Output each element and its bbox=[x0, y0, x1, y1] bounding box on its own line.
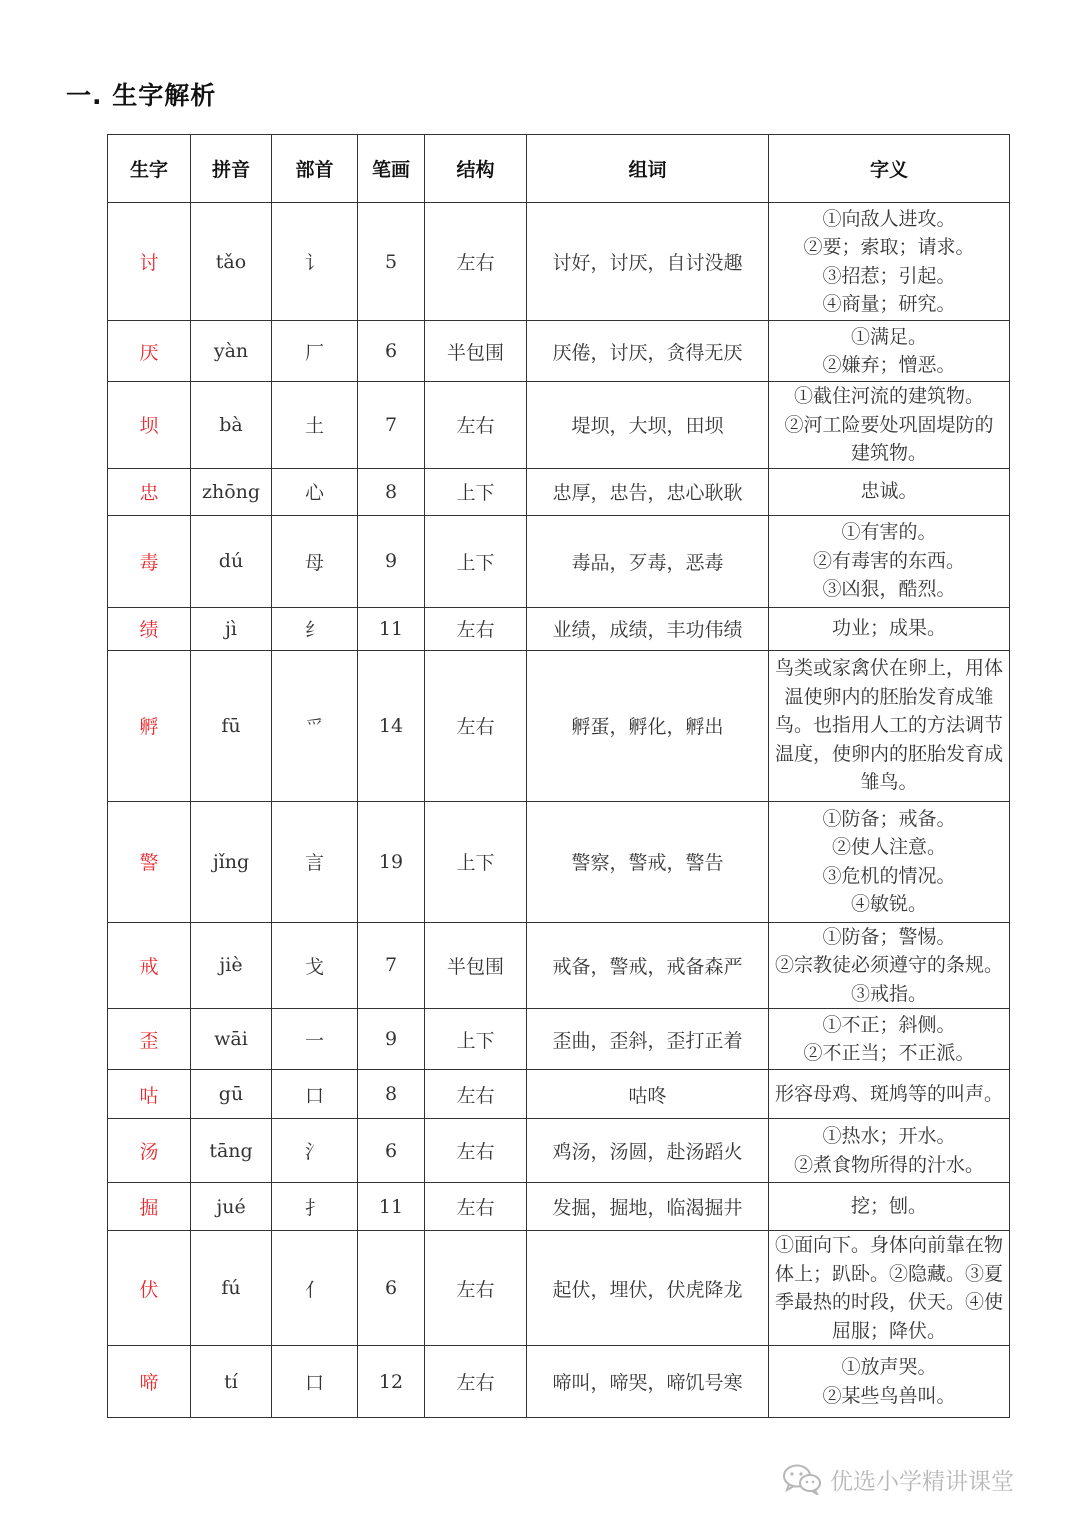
cell-structure: 上下 bbox=[425, 801, 527, 922]
cell-radical: 扌 bbox=[272, 1183, 358, 1231]
header-char: 生字 bbox=[108, 135, 191, 203]
watermark bbox=[782, 1461, 1014, 1497]
cell-pinyin: tǎo bbox=[191, 203, 272, 321]
cell-words: 业绩，成绩，丰功伟绩 bbox=[527, 607, 769, 650]
meaning-line: 温度，使卵内的胚胎发育成 bbox=[774, 742, 1003, 765]
cell-pinyin: tí bbox=[191, 1346, 272, 1418]
cell-strokes: 6 bbox=[358, 1119, 425, 1183]
cell-radical: 厂 bbox=[272, 321, 358, 382]
meaning-line: ②煮食物所得的汁水。 bbox=[793, 1153, 984, 1176]
cell-radical: 氵 bbox=[272, 1119, 358, 1183]
meaning-line: ①放声哭。 bbox=[841, 1356, 937, 1378]
meaning-line: ②有毒害的东西。 bbox=[812, 549, 965, 572]
cell-strokes: 6 bbox=[358, 321, 425, 382]
meaning-line: ①向敌人进攻。 bbox=[822, 207, 956, 230]
meaning-line: ①不正；斜侧。 bbox=[822, 1013, 956, 1036]
meaning-line: 形容母鸡、斑鸠等的叫声。 bbox=[774, 1082, 1003, 1105]
cell-pinyin: bà bbox=[191, 382, 272, 469]
cell-radical: 言 bbox=[272, 801, 358, 922]
header-strokes: 笔画 bbox=[358, 135, 425, 203]
cell-radical: 心 bbox=[272, 468, 358, 515]
cell-words: 发掘，掘地，临渴掘井 bbox=[527, 1183, 769, 1231]
table-row bbox=[108, 801, 1010, 922]
cell-strokes: 14 bbox=[358, 650, 425, 801]
cell-structure: 上下 bbox=[425, 1009, 527, 1070]
cell-char: 忠 bbox=[108, 468, 191, 515]
header-meaning: 字义 bbox=[769, 135, 1010, 203]
meaning-line: ①满足。 bbox=[850, 325, 927, 348]
cell-structure: 左右 bbox=[425, 1070, 527, 1119]
meaning-line: ④商量；研究。 bbox=[822, 293, 956, 315]
meaning-line: ②河工险要处巩固堤防的 bbox=[784, 413, 994, 436]
cell-structure: 半包围 bbox=[425, 922, 527, 1009]
meaning-line: 挖；刨。 bbox=[850, 1195, 927, 1218]
meaning-line: ①防备；警惕。 bbox=[822, 925, 956, 948]
cell-meaning bbox=[769, 922, 1010, 1009]
table-row bbox=[108, 203, 1010, 321]
table-row bbox=[108, 1183, 1010, 1231]
cell-words: 讨好，讨厌，自讨没趣 bbox=[527, 203, 769, 321]
cell-char: 掘 bbox=[108, 1183, 191, 1231]
meaning-line: ①面向下。身体向前靠在物 bbox=[774, 1234, 1003, 1256]
cell-meaning bbox=[769, 1346, 1010, 1418]
cell-meaning bbox=[769, 1119, 1010, 1183]
cell-radical: 母 bbox=[272, 515, 358, 607]
cell-meaning bbox=[769, 321, 1010, 382]
cell-structure: 左右 bbox=[425, 1231, 527, 1346]
table-row bbox=[108, 1346, 1010, 1418]
meaning-line: 鸟。也指用人工的方法调节 bbox=[774, 714, 1003, 737]
cell-words: 啼叫，啼哭，啼饥号寒 bbox=[527, 1346, 769, 1418]
header-structure: 结构 bbox=[425, 135, 527, 203]
cell-structure: 左右 bbox=[425, 203, 527, 321]
cell-meaning bbox=[769, 801, 1010, 922]
cell-char: 警 bbox=[108, 801, 191, 922]
cell-char: 啼 bbox=[108, 1346, 191, 1418]
cell-structure: 上下 bbox=[425, 515, 527, 607]
cell-radical: 一 bbox=[272, 1009, 358, 1070]
cell-strokes: 19 bbox=[358, 801, 425, 922]
cell-words: 毒品，歹毒，恶毒 bbox=[527, 515, 769, 607]
cell-words: 咕咚 bbox=[527, 1070, 769, 1119]
cell-meaning bbox=[769, 382, 1010, 469]
cell-strokes: 7 bbox=[358, 382, 425, 469]
table-row bbox=[108, 607, 1010, 650]
cell-structure: 左右 bbox=[425, 650, 527, 801]
cell-words: 鸡汤，汤圆，赴汤蹈火 bbox=[527, 1119, 769, 1183]
cell-radical: 戈 bbox=[272, 922, 358, 1009]
cell-char: 戒 bbox=[108, 922, 191, 1009]
table-row bbox=[108, 515, 1010, 607]
cell-meaning bbox=[769, 1070, 1010, 1119]
table-row bbox=[108, 321, 1010, 382]
cell-words: 孵蛋，孵化，孵出 bbox=[527, 650, 769, 801]
table-row bbox=[108, 1009, 1010, 1070]
cell-pinyin: zhōng bbox=[191, 468, 272, 515]
cell-char: 咕 bbox=[108, 1070, 191, 1119]
cell-radical: 土 bbox=[272, 382, 358, 469]
watermark-text: 优选小学精讲课堂 bbox=[830, 1468, 1014, 1495]
table-row bbox=[108, 1119, 1010, 1183]
meaning-line: ②某些鸟兽叫。 bbox=[822, 1384, 956, 1407]
section-title: 一. 生字解析 bbox=[66, 81, 217, 110]
cell-pinyin: jiè bbox=[191, 922, 272, 1009]
cell-pinyin: jǐng bbox=[191, 801, 272, 922]
cell-words: 起伏，埋伏，伏虎降龙 bbox=[527, 1231, 769, 1346]
cell-meaning bbox=[769, 607, 1010, 650]
cell-radical: 亻 bbox=[272, 1231, 358, 1346]
cell-structure: 上下 bbox=[425, 468, 527, 515]
meaning-line: ③凶狠，酷烈。 bbox=[822, 578, 956, 601]
meaning-line: ④敏锐。 bbox=[850, 893, 927, 915]
cell-words: 警察，警戒，警告 bbox=[527, 801, 769, 922]
meaning-line: ①防备；戒备。 bbox=[822, 807, 956, 830]
cell-radical: 讠 bbox=[272, 203, 358, 321]
meaning-line: 忠诚。 bbox=[860, 480, 918, 503]
cell-pinyin: tāng bbox=[191, 1119, 272, 1183]
meaning-line: ②使人注意。 bbox=[831, 836, 946, 858]
meaning-line: 季最热的时段，伏天。④使 bbox=[774, 1291, 1003, 1313]
header-pinyin: 拼音 bbox=[191, 135, 272, 203]
cell-radical: 爫 bbox=[272, 650, 358, 801]
cell-meaning bbox=[769, 468, 1010, 515]
header-radical: 部首 bbox=[272, 135, 358, 203]
cell-char: 绩 bbox=[108, 607, 191, 650]
cell-pinyin: dú bbox=[191, 515, 272, 607]
cell-words: 戒备，警戒，戒备森严 bbox=[527, 922, 769, 1009]
cell-structure: 左右 bbox=[425, 1183, 527, 1231]
cell-words: 堤坝，大坝，田坝 bbox=[527, 382, 769, 469]
table-header-row bbox=[108, 135, 1010, 203]
cell-strokes: 8 bbox=[358, 468, 425, 515]
cell-meaning bbox=[769, 203, 1010, 321]
cell-char: 汤 bbox=[108, 1119, 191, 1183]
cell-char: 厌 bbox=[108, 321, 191, 382]
cell-char: 讨 bbox=[108, 203, 191, 321]
meaning-line: 屈服；降伏。 bbox=[831, 1319, 946, 1342]
meaning-line: 体上；趴卧。②隐藏。③夏 bbox=[774, 1262, 1003, 1285]
cell-strokes: 6 bbox=[358, 1231, 425, 1346]
meaning-line: 温使卵内的胚胎发育成雏 bbox=[784, 685, 994, 708]
cell-char: 毒 bbox=[108, 515, 191, 607]
table-row bbox=[108, 1070, 1010, 1119]
meaning-line: 建筑物。 bbox=[850, 442, 927, 464]
meaning-line: ③招惹；引起。 bbox=[822, 264, 956, 287]
cell-structure: 左右 bbox=[425, 1346, 527, 1418]
meaning-line: 雏鸟。 bbox=[860, 771, 918, 794]
meaning-line: ②嫌弃；憎恶。 bbox=[822, 354, 956, 376]
character-table bbox=[107, 134, 1010, 1418]
meaning-line: ③戒指。 bbox=[850, 982, 927, 1005]
cell-strokes: 11 bbox=[358, 1183, 425, 1231]
cell-char: 孵 bbox=[108, 650, 191, 801]
cell-strokes: 9 bbox=[358, 515, 425, 607]
cell-strokes: 12 bbox=[358, 1346, 425, 1418]
cell-char: 歪 bbox=[108, 1009, 191, 1070]
cell-pinyin: yàn bbox=[191, 321, 272, 382]
cell-meaning bbox=[769, 515, 1010, 607]
cell-pinyin: gū bbox=[191, 1070, 272, 1119]
meaning-line: ②不正当；不正派。 bbox=[803, 1042, 975, 1064]
cell-radical: 纟 bbox=[272, 607, 358, 650]
header-words: 组词 bbox=[527, 135, 769, 203]
cell-radical: 口 bbox=[272, 1346, 358, 1418]
cell-pinyin: jué bbox=[191, 1183, 272, 1231]
cell-structure: 半包围 bbox=[425, 321, 527, 382]
cell-strokes: 8 bbox=[358, 1070, 425, 1119]
table-row bbox=[108, 922, 1010, 1009]
meaning-line: ①截住河流的建筑物。 bbox=[793, 385, 984, 407]
meaning-line: ①热水；开水。 bbox=[822, 1125, 956, 1147]
meaning-line: ②要；索取；请求。 bbox=[803, 236, 975, 258]
cell-pinyin: jì bbox=[191, 607, 272, 650]
table-row bbox=[108, 650, 1010, 801]
cell-meaning bbox=[769, 650, 1010, 801]
table-row bbox=[108, 468, 1010, 515]
cell-words: 忠厚，忠告，忠心耿耿 bbox=[527, 468, 769, 515]
cell-strokes: 5 bbox=[358, 203, 425, 321]
cell-meaning bbox=[769, 1009, 1010, 1070]
cell-strokes: 9 bbox=[358, 1009, 425, 1070]
cell-structure: 左右 bbox=[425, 1119, 527, 1183]
cell-strokes: 11 bbox=[358, 607, 425, 650]
meaning-line: 鸟类或家禽伏在卵上，用体 bbox=[774, 657, 1003, 680]
meaning-line: ③危机的情况。 bbox=[822, 864, 956, 887]
meaning-line: ②宗教徒必须遵守的条规。 bbox=[774, 954, 1003, 976]
cell-pinyin: wāi bbox=[191, 1009, 272, 1070]
cell-structure: 左右 bbox=[425, 607, 527, 650]
cell-pinyin: fú bbox=[191, 1231, 272, 1346]
cell-structure: 左右 bbox=[425, 382, 527, 469]
cell-char: 坝 bbox=[108, 382, 191, 469]
cell-meaning bbox=[769, 1183, 1010, 1231]
cell-radical: 口 bbox=[272, 1070, 358, 1119]
cell-words: 厌倦，讨厌，贪得无厌 bbox=[527, 321, 769, 382]
cell-pinyin: fū bbox=[191, 650, 272, 801]
cell-meaning bbox=[769, 1231, 1010, 1346]
meaning-line: 功业；成果。 bbox=[831, 617, 946, 640]
wechat-icon bbox=[782, 1463, 822, 1495]
table-row bbox=[108, 382, 1010, 469]
meaning-line: ①有害的。 bbox=[841, 521, 937, 544]
cell-strokes: 7 bbox=[358, 922, 425, 1009]
table-row bbox=[108, 1231, 1010, 1346]
cell-words: 歪曲，歪斜，歪打正着 bbox=[527, 1009, 769, 1070]
cell-char: 伏 bbox=[108, 1231, 191, 1346]
